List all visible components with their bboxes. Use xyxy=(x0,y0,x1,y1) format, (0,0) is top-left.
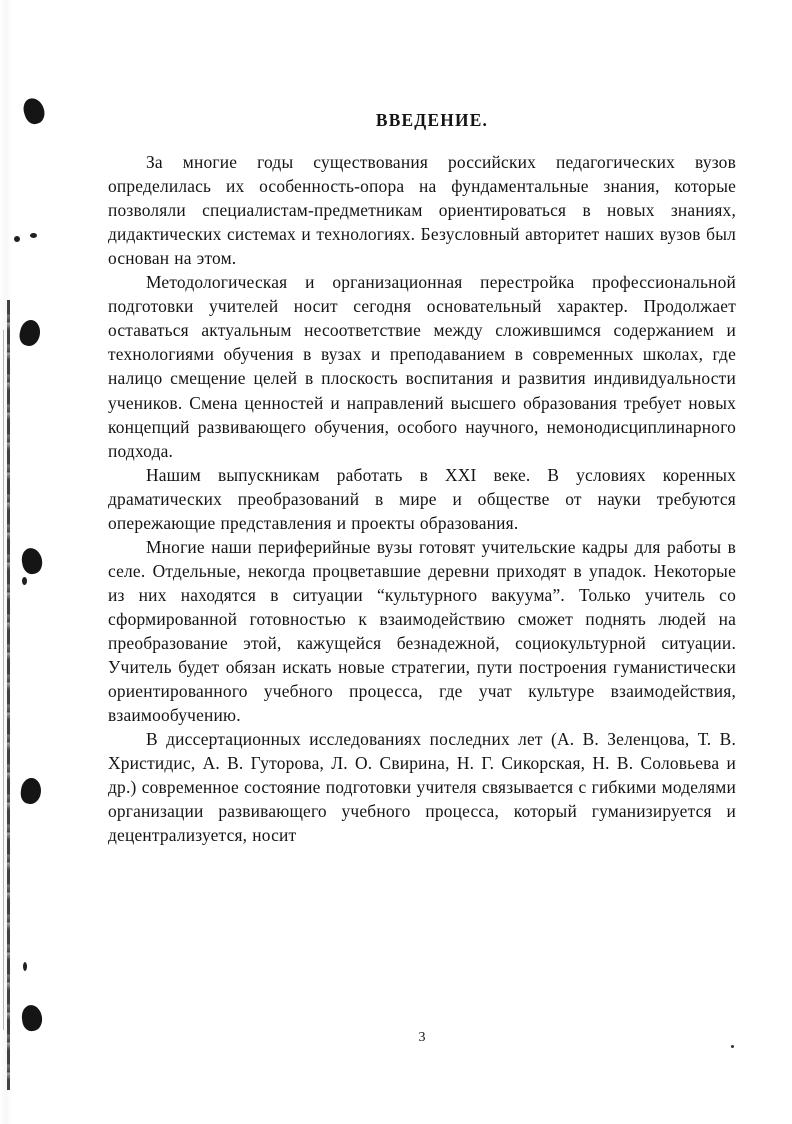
scan-speck xyxy=(30,233,37,238)
punch-hole-mark xyxy=(20,546,44,575)
scan-speck xyxy=(731,1045,734,1048)
punch-hole-mark xyxy=(18,318,43,348)
paragraph-4: Многие наши периферийные вузы готовят учительские кадры для работы в селе. Отдельные, некогда процветавшие деревни приходят в упадок. Некоторые из них находятся в ситуации “культурного вакуума”. Только учитель со сформированной готовностью к взаимодействию сможет поднять людей на преобразование этой, кажущейся безнадежной, социокультурной ситуации. Учитель будет обязан искать новые стратегии, пути построения гуманистически ориентированного учебного процесса, где учат культуре взаимодействия, взаимообучению. xyxy=(108,536,736,726)
scan-speck xyxy=(14,236,20,242)
scan-speck xyxy=(22,577,27,585)
punch-hole-mark xyxy=(19,777,42,806)
document-body xyxy=(108,108,736,847)
punch-hole-mark xyxy=(21,1004,44,1032)
paragraph-3: Нашим выпускникам работать в XXI веке. В условиях коренных драматических преобразований в мире и обществе от науки требуются опережающие представления и проекты образования. xyxy=(108,464,736,533)
paragraph-5: В диссертационных исследованиях последних лет (А. В. Зеленцова, Т. В. Христидис, А. В. Гуторова, Л. О. Свирина, Н. Г. Сикорская, Н. В. Соловьева и др.) современное состояние подготовки учителя связывается с гибкими моделями организации развивающего учебного процесса, который гуманизируется и децентрализуется, носит xyxy=(108,729,736,846)
scan-edge-line-thin xyxy=(3,330,4,1030)
paragraph-2: Методологическая и организационная перестройка профессиональной подготовки учителей носит сегодня основательный характер. Продолжает оставаться актуальным несоответствие между сложившимся содержанием и технологиями обучения в вузах и преподаванием в современных школах, где налицо смещение целей в плоскость воспитания и развития индивидуальности учеников. Смена ценностей и направлений высшего образования требует новых концепций развивающего обучения, особого научного, немонодисциплинарного подхода. xyxy=(108,272,736,461)
scan-edge-line xyxy=(7,300,10,1090)
punch-hole-mark xyxy=(20,96,47,127)
paragraph-1: За многие годы существования российских педагогических вузов определилась их особенность-опора на фундаментальные знания, которые позволяли специалистам-предметникам ориентироваться в новых знаниях, дидактических системах и технологиях. Безусловный авторитет наших вузов был основан на этом. xyxy=(108,152,736,269)
page-title: ВВЕДЕНИЕ. xyxy=(375,110,489,130)
scan-speck xyxy=(23,962,27,971)
page-number: 3 xyxy=(418,1030,426,1045)
